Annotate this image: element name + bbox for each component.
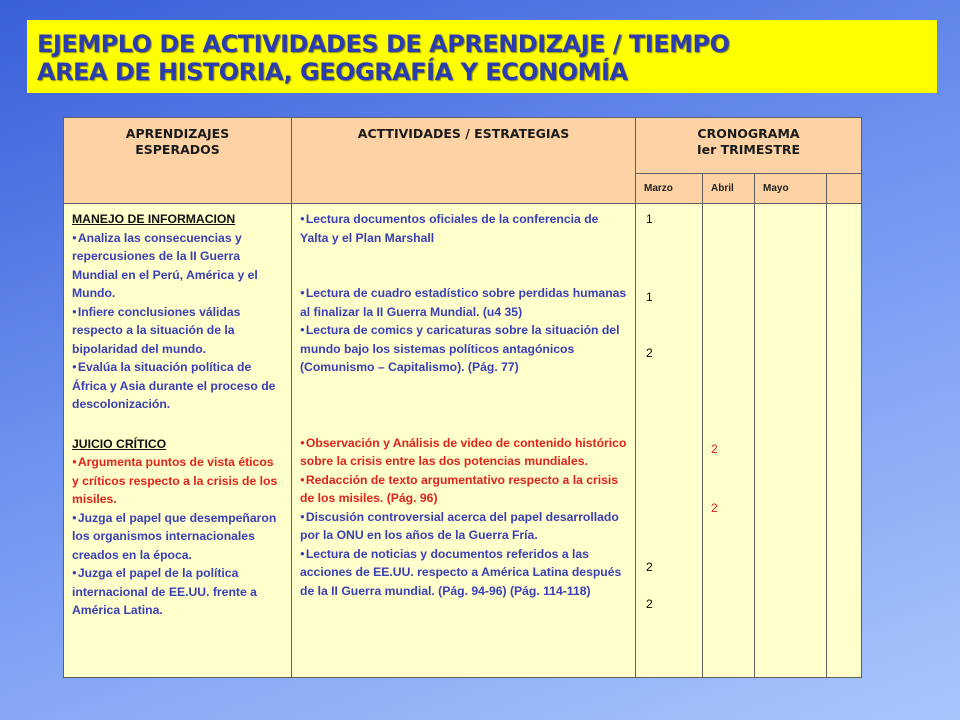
schedule-value: 2 [646, 346, 653, 360]
learning-item: ● Juzga el papel de la política internacional de EE.UU. frente a América Latina. [72, 564, 283, 620]
title-line-2: AREA DE HISTORIA, GEOGRAFÍA Y ECONOMÍA [37, 58, 628, 86]
activity-item: ● Lectura de cuadro estadístico sobre perdidas humanas al finalizar la II Guerra Mundial. (u4 35) [300, 284, 627, 321]
learning-item: ● Evalúa la situación política de África y Asia durante el proceso de descolonización. [72, 358, 283, 414]
schedule-value: 2 [646, 597, 653, 611]
section-manejo-informacion: MANEJO DE INFORMACION [72, 212, 236, 226]
header-learning [64, 118, 292, 204]
learning-item: ● Argumenta puntos de vista éticos y críticos respecto a la crisis de los misiles. [72, 453, 283, 509]
month-marzo: Marzo [636, 174, 703, 204]
schedule-value: 2 [711, 442, 718, 456]
activity-item: ● Lectura de noticias y documentos referidos a las acciones de EE.UU. respecto a América Latina después de la II Guerra mundial. (Pág. 94-96) (Pág. 114-118) [300, 545, 627, 601]
activities-table [63, 117, 862, 678]
header-schedule-line1: CRONOGRAMA [697, 126, 800, 141]
activity-item: ● Lectura documentos oficiales de la conferencia de Yalta y el Plan Marshall [300, 210, 627, 247]
title-line-1: EJEMPLO DE ACTIVIDADES DE APRENDIZAJE / TIEMPO [37, 30, 730, 58]
month-abril: Abril [703, 174, 755, 204]
activity-item: ● Discusión controversial acerca del papel desarrollado por la ONU en los años de la Guerra Fría. [300, 508, 627, 545]
section-juicio-critico: JUICIO CRÍTICO [72, 436, 167, 451]
schedule-value: 1 [646, 212, 653, 226]
schedule-mayo [755, 204, 827, 678]
month-empty [827, 174, 862, 204]
learning-cell [64, 204, 292, 678]
header-activities [292, 118, 636, 204]
header-schedule-line2: Ier TRIMESTRE [696, 142, 801, 157]
header-activities-text: ACTTIVIDADES / ESTRATEGIAS [357, 126, 570, 141]
header-schedule [636, 118, 862, 174]
schedule-abril [703, 204, 755, 678]
schedule-extra [827, 204, 862, 678]
header-learning-line2: ESPERADOS [135, 142, 220, 157]
activity-item: ● Observación y Análisis de video de contenido histórico sobre la crisis entre las dos potencias mundiales. [300, 434, 627, 471]
schedule-value: 1 [646, 290, 653, 304]
activity-item: ● Lectura de comics y caricaturas sobre la situación del mundo bajo los sistemas políticos antagónicos (Comunismo – Capitalismo). (Pág. 77) [300, 321, 627, 377]
month-mayo: Mayo [755, 174, 827, 204]
schedule-value: 2 [646, 560, 653, 574]
activity-item: ● Redacción de texto argumentativo respecto a la crisis de los misiles. (Pág. 96) [300, 471, 627, 508]
title-banner [27, 20, 937, 93]
schedule-marzo [636, 204, 703, 678]
schedule-value: 2 [711, 501, 718, 515]
learning-item: ● Infiere conclusiones válidas respecto a la situación de la bipolaridad del mundo. [72, 303, 283, 359]
activities-cell [292, 204, 636, 678]
learning-item: ● Analiza las consecuencias y repercusiones de la II Guerra Mundial en el Perú, América y el Mundo. [72, 229, 283, 303]
header-learning-line1: APRENDIZAJES [125, 126, 230, 141]
learning-item: ● Juzga el papel que desempeñaron los organismos internacionales creados en la época. [72, 509, 283, 565]
